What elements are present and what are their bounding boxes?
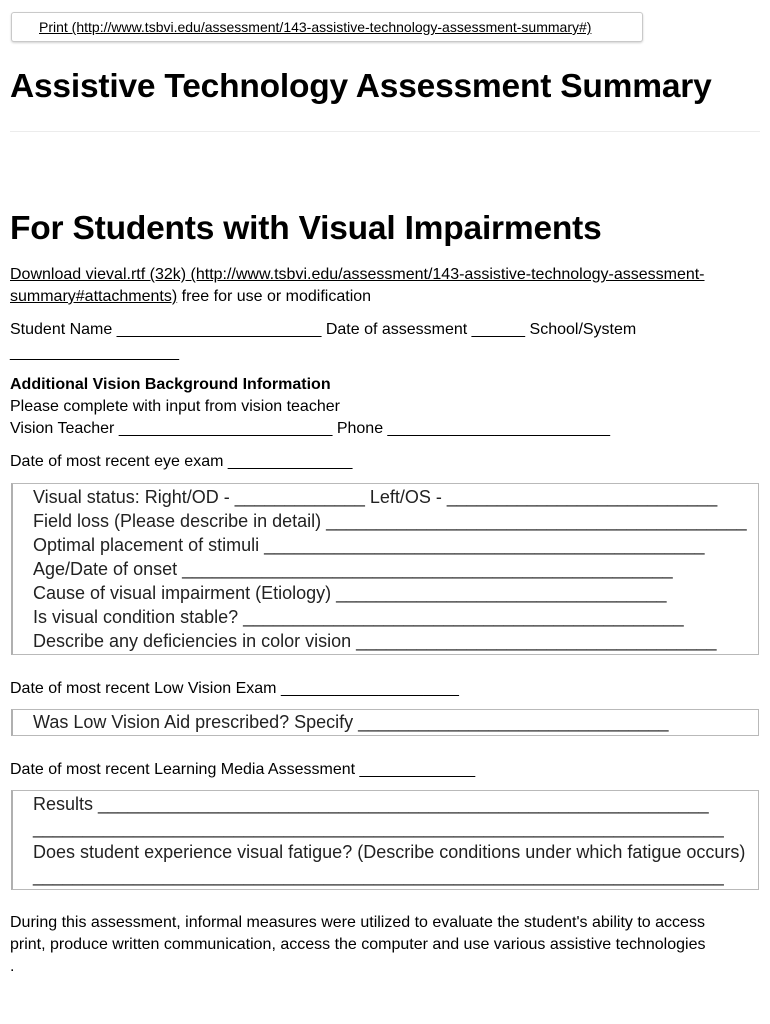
box-line: Results _____________________________________________________________ bbox=[33, 794, 709, 814]
box-line: Field loss (Please describe in detail) __________________________________________ bbox=[33, 511, 747, 531]
vision-instruction: Please complete with input from vision teacher bbox=[10, 398, 340, 415]
download-link[interactable]: Download vieval.rtf (32k) (http://www.tsbvi.edu/assessment/143-assistive-technology-assessment- bbox=[10, 266, 705, 283]
box-line: Age/Date of onset _________________________________________________ bbox=[33, 559, 673, 579]
download-link-continued[interactable]: summary#attachments) bbox=[10, 288, 178, 305]
download-note: free for use or modification bbox=[177, 288, 372, 305]
page-subtitle: For Students with Visual Impairments bbox=[10, 210, 602, 247]
page-title: Assistive Technology Assessment Summary bbox=[10, 68, 712, 105]
results-box bbox=[11, 790, 759, 890]
box-line: Was Low Vision Aid prescribed? Specify _______________________________ bbox=[33, 712, 669, 732]
vision-background-heading: Additional Vision Background Information bbox=[10, 376, 331, 393]
print-link[interactable]: Print (http://www.tsbvi.edu/assessment/143-assistive-technology-assessment-summary#) bbox=[39, 19, 592, 35]
box-line: Does student experience visual fatigue? (Describe conditions under which fatigue occurs) bbox=[33, 842, 746, 862]
learning-media-line: Date of most recent Learning Media Assessment _____________ bbox=[10, 761, 476, 778]
download-line-1 bbox=[10, 266, 705, 284]
box-line: _____________________________________________________________________ bbox=[33, 818, 724, 838]
box-line: Is visual condition stable? ____________________________________________ bbox=[33, 607, 684, 627]
download-line-2 bbox=[10, 288, 371, 306]
box-line: Visual status: Right/OD - _____________ Left/OS - ___________________________ bbox=[33, 487, 718, 507]
closing-paragraph-line-2: print, produce written communication, access the computer and use various assistive technologies bbox=[10, 936, 706, 953]
print-button[interactable] bbox=[11, 12, 643, 42]
vision-status-box bbox=[11, 483, 759, 655]
eye-exam-line: Date of most recent eye exam ______________ bbox=[10, 453, 353, 470]
box-line: Describe any deficiencies in color vision ____________________________________ bbox=[33, 631, 717, 651]
student-info-line-continued: ___________________ bbox=[10, 344, 180, 361]
title-divider bbox=[10, 131, 760, 132]
vision-teacher-line: Vision Teacher ________________________ Phone _________________________ bbox=[10, 420, 610, 437]
closing-paragraph-line-1: During this assessment, informal measures were utilized to evaluate the student's ability to access bbox=[10, 914, 705, 931]
box-line: Cause of visual impairment (Etiology) _________________________________ bbox=[33, 583, 667, 603]
student-info-line: Student Name _______________________ Date of assessment ______ School/System bbox=[10, 321, 637, 338]
closing-paragraph-line-3: . bbox=[10, 958, 15, 975]
box-line: Optimal placement of stimuli ____________________________________________ bbox=[33, 535, 705, 555]
box-line: _____________________________________________________________________ bbox=[33, 866, 724, 886]
low-vision-aid-box bbox=[11, 709, 759, 736]
low-vision-exam-line: Date of most recent Low Vision Exam ____________________ bbox=[10, 680, 459, 697]
